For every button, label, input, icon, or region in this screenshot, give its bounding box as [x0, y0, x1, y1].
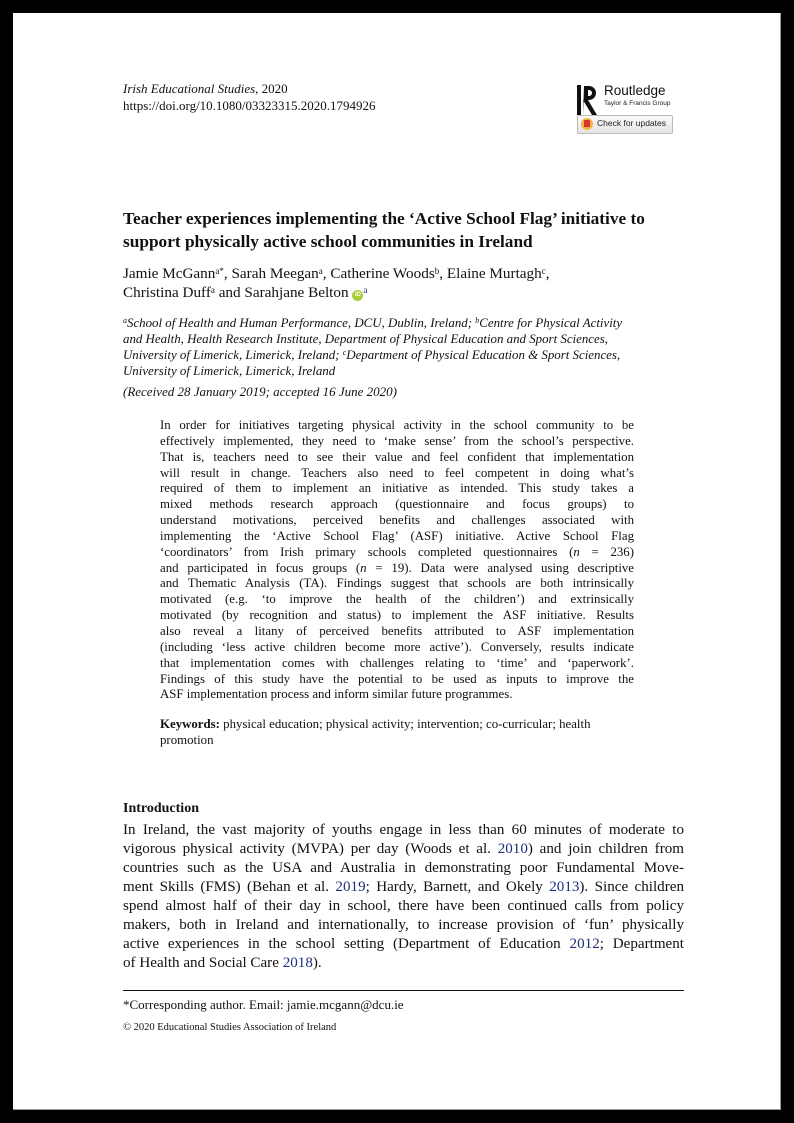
- author-name[interactable]: Christina Duff: [123, 284, 211, 301]
- author-name[interactable]: Catherine Woods: [330, 265, 435, 282]
- footnote-divider: [123, 990, 684, 991]
- orcid-icon[interactable]: iD: [352, 290, 363, 301]
- keywords: [160, 717, 591, 749]
- affiliation-mark: a: [123, 316, 127, 325]
- citation-link[interactable]: 2019: [335, 879, 366, 895]
- sample-size-symbol: n: [573, 544, 580, 559]
- abstract-line: That is, teachers need to see their value and feel confident that implementation: [160, 449, 634, 464]
- abstract-line: implementing the ‘Active School Flag’ (ASF) initiative. Active School Flag: [160, 528, 634, 543]
- citation-link[interactable]: 2013: [549, 879, 580, 895]
- intro-line: spend almost half of their day in school, there have been continued calls from policy: [123, 898, 684, 914]
- abstract-line: that implementation comes with challenges relating to ‘time’ and ‘paperwork’.: [160, 655, 634, 670]
- abstract-line: motivated (by recognition and status) to implement the ASF initiative. Results: [160, 608, 634, 623]
- sample-size-symbol: n: [360, 560, 367, 575]
- affiliation-line: [123, 315, 622, 331]
- author-name[interactable]: Jamie McGann: [123, 265, 216, 282]
- introduction-body: [123, 821, 684, 973]
- author-affiliation-mark: a: [210, 285, 215, 295]
- citation-link[interactable]: 2012: [569, 936, 600, 952]
- intro-line: vigorous physical activity (MVPA) per day (Woods et al. 2010) and join children from: [123, 841, 685, 857]
- article-page: [13, 13, 781, 1110]
- check-for-updates-label: Check for updates: [597, 118, 666, 128]
- citation-link[interactable]: 2018: [282, 955, 313, 971]
- intro-line: active experiences in the school setting (Department of Education 2012; Department: [123, 936, 684, 952]
- publisher-subtitle: Taylor & Francis Group: [604, 100, 671, 107]
- intro-line: In Ireland, the vast majority of youths engage in less than 60 minutes of moderate to: [123, 822, 684, 838]
- affiliations: [123, 315, 622, 379]
- author-separator: and: [214, 284, 245, 301]
- abstract-line: In order for initiatives targeting physical activity in the school community to be: [160, 418, 634, 432]
- author-separator: ,: [545, 265, 550, 282]
- abstract-line: and participated in focus groups (n = 19). Data were analysed using descriptive: [160, 560, 635, 575]
- author-affiliation-mark: a: [318, 266, 323, 276]
- affiliation-text: Department of Physical Education & Sport Sciences,: [346, 348, 621, 362]
- abstract: [160, 418, 634, 703]
- affiliation-text: Centre for Physical Activity: [479, 316, 623, 330]
- intro-line: ment Skills (FMS) (Behan et al. 2019; Hardy, Barnett, and Okely 2013). Since children: [123, 879, 685, 895]
- abstract-line: and Thematic Analysis (TA). Findings suggest that schools are both intrinsically: [160, 576, 634, 591]
- check-for-updates-button[interactable]: [577, 115, 673, 134]
- title-line: Teacher experiences implementing the ‘Active School Flag’ initiative to: [123, 209, 645, 228]
- author-list: [123, 264, 550, 302]
- abstract-line: ASF implementation process and inform similar future programmes.: [160, 687, 513, 702]
- author-affiliation-mark: b: [434, 266, 440, 276]
- abstract-line: also reveal a litany of perceived benefits attributed to ASF implementation: [160, 623, 634, 638]
- journal-name: Irish Educational Studies: [123, 81, 256, 96]
- keywords-text: physical education; physical activity; intervention; co-curricular; health: [219, 717, 591, 731]
- abstract-line: required of them to implement an initiative as intended. This study takes a: [160, 481, 634, 496]
- affiliation-line: [123, 347, 622, 363]
- publisher-name: Routledge: [604, 83, 666, 98]
- affiliation-text: University of Limerick, Limerick, Ireland;: [123, 348, 343, 362]
- routledge-r-icon: [577, 83, 599, 117]
- author-affiliation-mark: a: [363, 285, 368, 295]
- abstract-line: understand motivations, perceived benefits and challenges associated with: [160, 513, 634, 528]
- author-separator: ,: [322, 265, 331, 282]
- abstract-line: ‘coordinators’ from Irish primary schools completed questionnaires (n = 236): [160, 544, 634, 559]
- affiliation-line: University of Limerick, Limerick, Ireland: [123, 364, 336, 378]
- section-heading-introduction: Introduction: [123, 801, 199, 816]
- doi-link[interactable]: https://doi.org/10.1080/03323315.2020.1794926: [123, 98, 376, 113]
- abstract-line: mixed methods research approach (questionnaire and focus groups) to: [160, 497, 634, 512]
- journal-year: , 2020: [255, 81, 288, 96]
- author-name[interactable]: Elaine Murtagh: [446, 265, 542, 282]
- intro-line: countries such as the USA and Australia in demonstrating poor Fundamental Move-: [123, 860, 684, 876]
- crossmark-icon: [581, 118, 593, 130]
- publisher-logo[interactable]: [577, 83, 687, 119]
- affiliation-text: School of Health and Human Performance, DCU, Dublin, Ireland;: [127, 316, 476, 330]
- keywords-text: promotion: [160, 732, 214, 747]
- abstract-line: Findings of this study have the potential to be used as inputs to improve the: [160, 671, 634, 686]
- author-separator: ,: [439, 265, 447, 282]
- abstract-line: effectively implemented, they need to ‘make sense’ from the school’s perspective.: [160, 433, 634, 448]
- affiliation-mark: b: [475, 316, 480, 325]
- article-title: [123, 207, 645, 253]
- abstract-line: will result in change. Teachers also need to feel competent in doing what’s: [160, 465, 634, 480]
- abstract-line: motivated (e.g. ‘to improve the health of the children’) and extrinsically: [160, 592, 634, 607]
- title-line: support physically active school communities in Ireland: [123, 232, 533, 251]
- author-name[interactable]: Sarahjane Belton: [244, 284, 349, 301]
- affiliation-line: and Health, Health Research Institute, Department of Physical Education and Sport Sciences,: [123, 332, 608, 346]
- abstract-line: (including ‘less active children become more active’). Conversely, results indicate: [160, 639, 634, 654]
- journal-citation: [123, 80, 376, 114]
- copyright-notice: © 2020 Educational Studies Association of Ireland: [123, 1022, 337, 1033]
- corresponding-author-note: *Corresponding author. Email: jamie.mcgann@dcu.ie: [123, 997, 404, 1012]
- received-dates: (Received 28 January 2019; accepted 16 June 2020): [123, 384, 397, 399]
- author-affiliation-mark: a*: [215, 266, 224, 276]
- intro-line: of Health and Social Care 2018).: [123, 955, 322, 971]
- author-name[interactable]: Sarah Meegan: [231, 265, 319, 282]
- author-affiliation-mark: c: [541, 266, 546, 276]
- author-separator: ,: [223, 265, 232, 282]
- affiliation-mark: c: [342, 348, 347, 357]
- citation-link[interactable]: 2010: [497, 841, 528, 857]
- intro-line: makers, both in Ireland and internationally, to increase provision of ‘fun’ physically: [123, 917, 684, 933]
- keywords-label: Keywords:: [160, 717, 220, 731]
